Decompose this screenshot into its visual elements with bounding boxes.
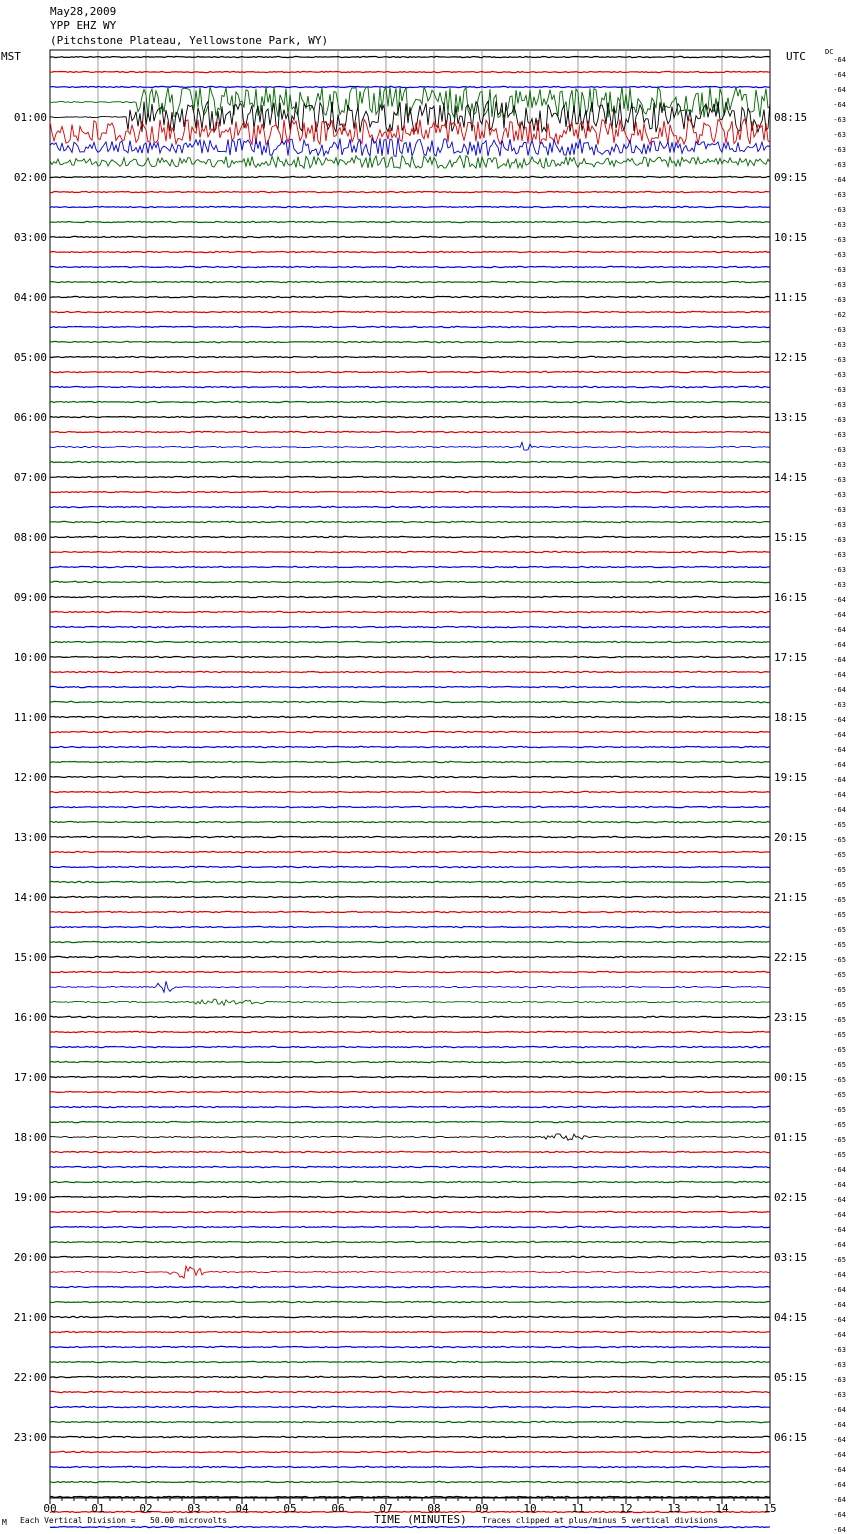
dc-offset-label: -64 xyxy=(833,176,846,184)
seismogram-trace xyxy=(50,1211,770,1212)
seismogram-trace xyxy=(50,1256,770,1257)
seismogram-trace xyxy=(50,1496,770,1497)
x-tick-label: 02 xyxy=(139,1502,153,1515)
dc-offset-label: -65 xyxy=(833,821,846,829)
seismogram-trace xyxy=(50,791,770,792)
seismogram-trace xyxy=(50,1046,770,1047)
dc-offset-label: -64 xyxy=(833,1211,846,1219)
dc-offset-label: -63 xyxy=(833,341,846,349)
x-axis-title: TIME (MINUTES) xyxy=(374,1513,467,1526)
dc-offset-label: -63 xyxy=(833,266,846,274)
dc-offset-label: -63 xyxy=(833,356,846,364)
seismogram-trace xyxy=(50,896,770,897)
seismogram-trace xyxy=(50,371,770,372)
dc-offset-label: -64 xyxy=(833,1271,846,1279)
seismogram-trace xyxy=(50,981,770,992)
left-hour-label: 03:00 xyxy=(13,231,47,244)
dc-offset-label: -64 xyxy=(833,1226,846,1234)
seismogram-trace xyxy=(50,1376,770,1377)
dc-offset-label: -63 xyxy=(833,1376,846,1384)
seismogram-trace xyxy=(50,1091,770,1092)
seismogram-trace xyxy=(50,851,770,852)
seismogram-trace xyxy=(50,156,770,169)
seismogram-trace xyxy=(50,806,770,807)
dc-offset-label: -63 xyxy=(833,491,846,499)
dc-offset-label: -64 xyxy=(833,656,846,664)
dc-offset-label: -64 xyxy=(833,626,846,634)
dc-offset-label: -64 xyxy=(833,761,846,769)
seismogram-trace xyxy=(50,566,770,567)
seismogram-trace xyxy=(50,176,770,177)
dc-offset-label: -64 xyxy=(833,1496,846,1504)
seismogram-trace xyxy=(50,311,770,312)
seismogram-trace xyxy=(50,281,770,282)
dc-offset-label: -63 xyxy=(833,431,846,439)
dc-offset-label: -65 xyxy=(833,1121,846,1129)
right-hour-label: 16:15 xyxy=(774,591,808,604)
dc-offset-label: -63 xyxy=(833,116,846,124)
seismogram-trace xyxy=(50,941,770,942)
seismogram-trace xyxy=(50,836,770,837)
seismogram-trace xyxy=(50,1436,770,1437)
dc-offset-label: -65 xyxy=(833,956,846,964)
left-hour-label: 08:00 xyxy=(13,531,47,544)
left-hour-label: 09:00 xyxy=(13,591,47,604)
seismogram-trace xyxy=(50,1031,770,1032)
seismogram-trace xyxy=(50,656,770,657)
right-hour-label: 22:15 xyxy=(774,951,808,964)
dc-offset-label: -64 xyxy=(833,611,846,619)
dc-offset-label: -65 xyxy=(833,941,846,949)
seismogram-trace xyxy=(50,326,770,327)
dc-offset-label: -64 xyxy=(833,1181,846,1189)
seismogram-trace xyxy=(50,236,770,237)
dc-offset-label: -65 xyxy=(833,1091,846,1099)
dc-offset-label: -63 xyxy=(833,146,846,154)
dc-offset-label: -63 xyxy=(833,416,846,424)
dc-offset-label: -63 xyxy=(833,1346,846,1354)
right-hour-label: 04:15 xyxy=(774,1311,808,1324)
left-hour-label: 18:00 xyxy=(13,1131,47,1144)
left-hour-label: 05:00 xyxy=(13,351,47,364)
dc-offset-label: -65 xyxy=(833,926,846,934)
dc-offset-label: -65 xyxy=(833,1016,846,1024)
dc-offset-label: -63 xyxy=(833,281,846,289)
seismogram-trace xyxy=(50,119,770,144)
seismogram-trace xyxy=(50,56,770,57)
left-hour-label: 04:00 xyxy=(13,291,47,304)
left-hour-label: 06:00 xyxy=(13,411,47,424)
dc-offset-label: -64 xyxy=(833,1526,846,1534)
dc-offset-label: -65 xyxy=(833,896,846,904)
dc-offset-label: -63 xyxy=(833,296,846,304)
dc-offset-label: -63 xyxy=(833,446,846,454)
seismogram-trace xyxy=(50,266,770,267)
seismogram-trace xyxy=(50,1121,770,1122)
dc-offset-label: -63 xyxy=(833,1361,846,1369)
seismogram-trace xyxy=(50,686,770,687)
dc-offset-label: -64 xyxy=(833,686,846,694)
dc-offset-label: -64 xyxy=(833,1331,846,1339)
left-hour-label: 16:00 xyxy=(13,1011,47,1024)
x-tick-label: 10 xyxy=(523,1502,537,1515)
corner-mark: M xyxy=(2,1518,7,1527)
seismogram-trace xyxy=(50,1106,770,1107)
dc-offset-label: -64 xyxy=(833,1466,846,1474)
seismogram-trace xyxy=(50,506,770,507)
seismogram-trace xyxy=(50,611,770,612)
seismogram-trace xyxy=(50,911,770,912)
dc-offset-label: -64 xyxy=(833,746,846,754)
right-hour-label: 08:15 xyxy=(774,111,808,124)
right-hour-label: 19:15 xyxy=(774,771,808,784)
right-hour-label: 06:15 xyxy=(774,1431,808,1444)
dc-offset-label: -63 xyxy=(833,131,846,139)
left-hour-label: 12:00 xyxy=(13,771,47,784)
dc-offset-label: -64 xyxy=(833,1286,846,1294)
left-hour-label: 20:00 xyxy=(13,1251,47,1264)
dc-offset-label: -64 xyxy=(833,1421,846,1429)
x-tick-label: 05 xyxy=(283,1502,297,1515)
seismogram-trace xyxy=(50,1301,770,1302)
dc-offset-label: -65 xyxy=(833,1031,846,1039)
right-hour-label: 18:15 xyxy=(774,711,808,724)
seismogram-trace xyxy=(50,551,770,552)
seismogram-trace xyxy=(50,776,770,777)
seismogram-trace xyxy=(50,1451,770,1452)
seismogram-trace xyxy=(50,1166,770,1167)
left-hour-label: 10:00 xyxy=(13,651,47,664)
station-location: (Pitchstone Plateau, Yellowstone Park, WY) xyxy=(50,34,329,47)
dc-offset-label: -63 xyxy=(833,191,846,199)
right-hour-label: 21:15 xyxy=(774,891,808,904)
left-timezone-label: MST xyxy=(1,50,21,63)
seismogram-trace xyxy=(50,716,770,717)
right-hour-label: 13:15 xyxy=(774,411,808,424)
seismogram-trace xyxy=(50,1316,770,1317)
seismogram-trace xyxy=(50,956,770,957)
seismogram-trace xyxy=(50,341,770,342)
seismogram-trace xyxy=(50,431,770,432)
seismogram-trace xyxy=(50,1076,770,1077)
seismogram-trace xyxy=(50,521,770,522)
left-hour-label: 02:00 xyxy=(13,171,47,184)
dc-offset-label: -64 xyxy=(833,1511,846,1519)
x-tick-label: 03 xyxy=(187,1502,201,1515)
dc-offset-label: -64 xyxy=(833,86,846,94)
dc-offset-label: -63 xyxy=(833,1391,846,1399)
dc-offset-label: -64 xyxy=(833,596,846,604)
dc-offset-label: -65 xyxy=(833,881,846,889)
seismogram-trace xyxy=(50,971,770,972)
seismogram-trace xyxy=(50,1391,770,1392)
seismogram-trace xyxy=(50,442,770,450)
dc-offset-label: -64 xyxy=(833,806,846,814)
seismogram-trace xyxy=(50,536,770,537)
dc-offset-label: -65 xyxy=(833,1151,846,1159)
seismogram-trace xyxy=(50,221,770,222)
dc-offset-label: -63 xyxy=(833,536,846,544)
dc-offset-label: -64 xyxy=(833,1481,846,1489)
seismogram-trace xyxy=(50,701,770,702)
dc-offset-label: -64 xyxy=(833,1241,846,1249)
left-hour-label: 22:00 xyxy=(13,1371,47,1384)
dc-offset-label: -63 xyxy=(833,506,846,514)
seismogram-trace xyxy=(50,1526,770,1527)
left-hour-label: 13:00 xyxy=(13,831,47,844)
right-hour-label: 09:15 xyxy=(774,171,808,184)
dc-offset-label: -63 xyxy=(833,251,846,259)
left-hour-label: 11:00 xyxy=(13,711,47,724)
right-hour-label: 00:15 xyxy=(774,1071,808,1084)
right-hour-label: 03:15 xyxy=(774,1251,808,1264)
dc-offset-label: -63 xyxy=(833,206,846,214)
dc-offset-label: -65 xyxy=(833,911,846,919)
left-hour-label: 01:00 xyxy=(13,111,47,124)
seismogram-trace xyxy=(50,386,770,387)
dc-offset-label: -63 xyxy=(833,581,846,589)
seismogram-trace xyxy=(50,1421,770,1422)
right-hour-label: 17:15 xyxy=(774,651,808,664)
seismogram-trace xyxy=(50,671,770,672)
seismogram-trace xyxy=(50,86,770,87)
x-tick-label: 15 xyxy=(763,1502,777,1515)
right-hour-label: 23:15 xyxy=(774,1011,808,1024)
seismogram-trace xyxy=(50,761,770,762)
seismogram-trace xyxy=(50,191,770,192)
seismogram-trace xyxy=(50,1151,770,1152)
dc-offset-label: -65 xyxy=(833,1076,846,1084)
right-hour-label: 05:15 xyxy=(774,1371,808,1384)
dc-offset-label: -64 xyxy=(833,671,846,679)
dc-offset-label: -64 xyxy=(833,56,846,64)
dc-offset-label: -64 xyxy=(833,716,846,724)
dc-offset-label: -64 xyxy=(833,641,846,649)
seismogram-trace xyxy=(50,356,770,357)
dc-offset-label: -63 xyxy=(833,326,846,334)
dc-offset-label: -65 xyxy=(833,971,846,979)
right-hour-label: 02:15 xyxy=(774,1191,808,1204)
seismogram-trace xyxy=(50,926,770,927)
seismogram-trace xyxy=(50,641,770,642)
x-tick-label: 09 xyxy=(475,1502,489,1515)
x-tick-label: 00 xyxy=(43,1502,57,1515)
seismogram-trace xyxy=(50,731,770,732)
dc-offset-label: -65 xyxy=(833,1136,846,1144)
left-hour-label: 14:00 xyxy=(13,891,47,904)
right-hour-label: 10:15 xyxy=(774,231,808,244)
dc-offset-label: -63 xyxy=(833,371,846,379)
dc-offset-label: -65 xyxy=(833,836,846,844)
dc-offset-label: -65 xyxy=(833,851,846,859)
dc-offset-label: -64 xyxy=(833,1316,846,1324)
seismogram-trace xyxy=(50,746,770,747)
dc-offset-label: -62 xyxy=(833,311,846,319)
seismogram-trace xyxy=(50,626,770,627)
left-hour-label: 23:00 xyxy=(13,1431,47,1444)
dc-offset-label: -63 xyxy=(833,386,846,394)
left-hour-label: 19:00 xyxy=(13,1191,47,1204)
seismogram-trace xyxy=(50,1181,770,1182)
dc-offset-label: -65 xyxy=(833,1046,846,1054)
seismogram-trace xyxy=(50,581,770,582)
dc-offset-label: -65 xyxy=(833,866,846,874)
seismogram-trace xyxy=(50,866,770,867)
station-code: YPP EHZ WY xyxy=(50,19,117,32)
seismogram-trace xyxy=(50,1286,770,1287)
x-tick-label: 13 xyxy=(667,1502,681,1515)
clip-note: Traces clipped at plus/minus 5 vertical divisions xyxy=(482,1516,719,1525)
scale-note: Each Vertical Division = 50.00 microvolts xyxy=(20,1516,228,1525)
x-tick-label: 06 xyxy=(331,1502,345,1515)
seismogram-trace xyxy=(50,1016,770,1017)
seismogram-trace xyxy=(50,1061,770,1062)
dc-offset-label: -63 xyxy=(833,161,846,169)
dc-offset-label: -64 xyxy=(833,1166,846,1174)
dc-offset-label: -63 xyxy=(833,221,846,229)
seismogram-trace xyxy=(50,1466,770,1467)
x-tick-label: 08 xyxy=(427,1502,441,1515)
seismogram-trace xyxy=(50,71,770,72)
dc-offset-label: -64 xyxy=(833,101,846,109)
x-tick-label: 12 xyxy=(619,1502,633,1515)
left-hour-label: 15:00 xyxy=(13,951,47,964)
dc-offset-label: -64 xyxy=(833,1451,846,1459)
seismogram-trace xyxy=(50,401,770,402)
seismogram-trace xyxy=(50,1331,770,1332)
dc-offset-label: -64 xyxy=(833,776,846,784)
seismogram-trace xyxy=(50,999,770,1005)
dc-offset-label: -65 xyxy=(833,1106,846,1114)
seismogram-trace xyxy=(50,416,770,417)
dc-offset-label: -63 xyxy=(833,236,846,244)
seismogram-trace xyxy=(50,1361,770,1362)
dc-offset-label: -63 xyxy=(833,476,846,484)
dc-offset-label: -63 xyxy=(833,701,846,709)
left-hour-label: 17:00 xyxy=(13,1071,47,1084)
seismogram-trace xyxy=(50,1196,770,1197)
chart-date: May28,2009 xyxy=(50,5,117,18)
seismogram-trace xyxy=(50,1134,770,1140)
x-tick-label: 01 xyxy=(91,1502,105,1515)
seismogram-trace xyxy=(50,1226,770,1227)
right-hour-label: 12:15 xyxy=(774,351,808,364)
left-hour-label: 07:00 xyxy=(13,471,47,484)
seismogram-trace xyxy=(50,206,770,207)
seismogram-trace xyxy=(50,1241,770,1242)
right-hour-label: 01:15 xyxy=(774,1131,808,1144)
seismogram-trace xyxy=(50,881,770,882)
seismogram-trace xyxy=(50,251,770,252)
right-hour-label: 15:15 xyxy=(774,531,808,544)
right-hour-label: 20:15 xyxy=(774,831,808,844)
dc-offset-label: -65 xyxy=(833,986,846,994)
dc-offset-label: -63 xyxy=(833,551,846,559)
dc-offset-label: -65 xyxy=(833,1001,846,1009)
seismogram-trace xyxy=(50,461,770,462)
dc-offset-label: -64 xyxy=(833,1196,846,1204)
seismogram-trace xyxy=(50,296,770,297)
seismogram-trace xyxy=(50,1266,770,1278)
dc-offset-label: -63 xyxy=(833,461,846,469)
dc-offset-label: -64 xyxy=(833,791,846,799)
dc-offset-label: -63 xyxy=(833,401,846,409)
dc-offset-label: -65 xyxy=(833,1061,846,1069)
dc-offset-label: -63 xyxy=(833,566,846,574)
dc-offset-label: -63 xyxy=(833,521,846,529)
x-tick-label: 04 xyxy=(235,1502,249,1515)
x-tick-label: 11 xyxy=(571,1502,585,1515)
seismogram-trace xyxy=(50,491,770,492)
seismogram-trace xyxy=(50,1406,770,1407)
dc-offset-label: -64 xyxy=(833,1406,846,1414)
dc-offset-label: -64 xyxy=(833,731,846,739)
left-hour-label: 21:00 xyxy=(13,1311,47,1324)
right-hour-label: 11:15 xyxy=(774,291,808,304)
dc-header-label: DC xyxy=(825,48,834,56)
dc-offset-label: -64 xyxy=(833,1436,846,1444)
dc-offset-label: -65 xyxy=(833,1256,846,1264)
seismogram-trace xyxy=(50,1346,770,1347)
seismogram-trace xyxy=(50,596,770,597)
right-timezone-label: UTC xyxy=(786,50,806,63)
dc-offset-label: -64 xyxy=(833,71,846,79)
dc-offset-label: -64 xyxy=(833,1301,846,1309)
seismogram-trace xyxy=(50,476,770,477)
seismogram-trace xyxy=(50,1481,770,1482)
seismogram-trace xyxy=(50,821,770,822)
x-tick-label: 07 xyxy=(379,1502,393,1515)
right-hour-label: 14:15 xyxy=(774,471,808,484)
x-tick-label: 14 xyxy=(715,1502,729,1515)
